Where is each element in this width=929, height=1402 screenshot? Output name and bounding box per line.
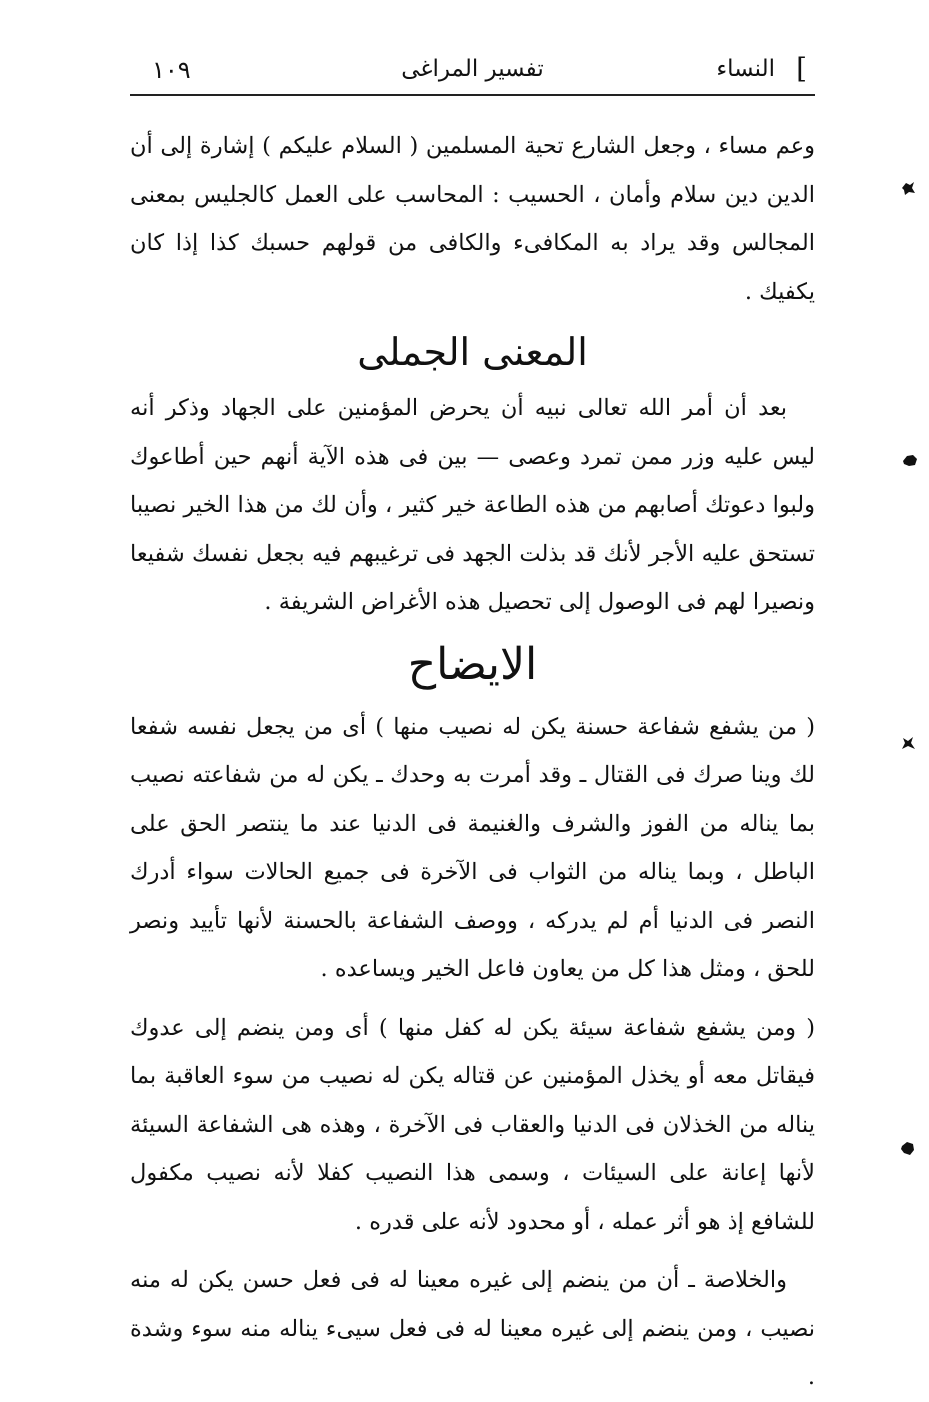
explanation-paragraph-2: ( ومن يشفع شفاعة سيئة يكن له كفل منها ) أى ومن ينضم إلى عدوك فيقاتل معه أو يخذل المؤمنين عن قتاله يكن له نصيب من سوء العاقبة بما يناله من الخذلان فى الدنيا والعقاب فى الآخرة ، وهذه هى الشفاعة السيئة لأنها إعانة على السيئات ، وسمى هذا النصيب كفلا لأنه نصيب مكفول للشافع إذ هو أثر عمله ، أو محدود لأنه على قدره . <box>130 1014 815 1235</box>
page-number: ١٠٩ <box>152 56 191 84</box>
scan-speck <box>900 180 916 196</box>
summary-paragraph: بعد أن أمر الله تعالى نبيه أن يحرض المؤمنين على الجهاد وذكر أنه ليس عليه وزر ممن تمرد وعصى — بين فى هذه الآية أنهم حين أطاعوك ولبوا دعوتك أصابهم من هذه الطاعة خير كثير ، وأن لك من هذا الخير نصيبا تستحق عليه الأجر لأنك قد بذلت الجهد فى ترغيبهم فيه بجعل نفسك شفيعا ونصيرا لهم فى الوصول إلى تحصيل هذه الأغراض الشريفة . <box>130 395 815 615</box>
explanation-paragraph-1: ( من يشفع شفاعة حسنة يكن له نصيب منها ) أى من يجعل نفسه شفعا لك وينا صرك فى القتال ـ وقد أمرت به وحدك ـ يكن له من شفاعته نصيب بما يناله من الفوز والشرف والغنيمة فى الدنيا عند ما ينتصر الحق على الباطل ، وبما يناله من الثواب فى الآخرة فى جميع الحالات سواء أدرك النصر فى الدنيا أم لم يدركه ، ووصف الشفاعة بالحسنة لأنها تأييد ونصر للحق ، ومثل هذا كل من يعاون فاعل الخير ويساعده . <box>130 713 815 982</box>
intro-paragraph: وعم مساء ، وجعل الشارع تحية المسلمين ( السلام عليكم ) إشارة إلى أن الدين دين سلام وأمان ، الحسيب : المحاسب على العمل كالجليس بمعنى المجالس وقد يراد به المكافىء والكافى من قولهم حسبك كذا إذا كان يكفيك . <box>130 133 815 305</box>
header-bracket: ] <box>796 52 807 85</box>
scan-speck <box>902 452 918 468</box>
scan-speck <box>900 1140 916 1156</box>
book-title: تفسير المراغى <box>401 56 544 82</box>
surah-name: النساء <box>716 56 775 82</box>
running-header <box>130 52 815 96</box>
scan-speck <box>900 735 916 751</box>
conclusion-paragraph: والخلاصة ـ أن من ينضم إلى غيره معينا له فى فعل حسن يكن له منه نصيب ، ومن ينضم إلى غيره معينا له فى فعل سيىء يناله منه سوء وشدة . <box>130 1267 815 1390</box>
section-heading-explanation: الايضاح <box>407 638 538 690</box>
page-body <box>130 122 815 1402</box>
section-heading-summary: المعنى الجملى <box>357 330 588 374</box>
